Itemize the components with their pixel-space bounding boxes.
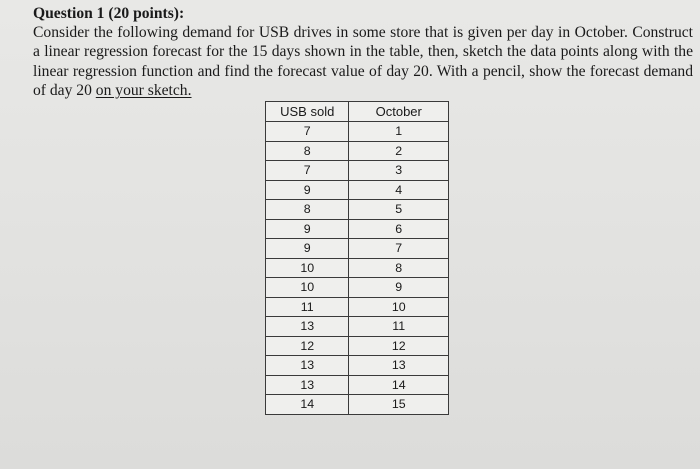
cell-day: 6: [349, 219, 449, 239]
cell-usb-sold: 8: [266, 141, 349, 161]
cell-day: 15: [349, 395, 449, 415]
cell-day: 5: [349, 200, 449, 220]
question-body: [33, 23, 693, 100]
header-october: October: [349, 102, 449, 122]
table-row: [266, 356, 449, 376]
cell-usb-sold: 10: [266, 278, 349, 298]
cell-usb-sold: 9: [266, 219, 349, 239]
table-row: [266, 375, 449, 395]
table-row: [266, 239, 449, 259]
cell-day: 7: [349, 239, 449, 259]
cell-usb-sold: 9: [266, 239, 349, 259]
cell-usb-sold: 13: [266, 317, 349, 337]
cell-day: 12: [349, 336, 449, 356]
table-row: [266, 317, 449, 337]
table-row: [266, 297, 449, 317]
cell-day: 8: [349, 258, 449, 278]
cell-usb-sold: 7: [266, 122, 349, 142]
cell-day: 10: [349, 297, 449, 317]
header-usb-sold: USB sold: [266, 102, 349, 122]
cell-day: 9: [349, 278, 449, 298]
cell-usb-sold: 7: [266, 161, 349, 181]
table-row: [266, 258, 449, 278]
question-body-underlined: on your sketch.: [95, 81, 192, 99]
cell-usb-sold: 13: [266, 375, 349, 395]
cell-day: 11: [349, 317, 449, 337]
cell-usb-sold: 10: [266, 258, 349, 278]
table-row: [266, 219, 449, 239]
cell-day: 3: [349, 161, 449, 181]
cell-day: 1: [349, 122, 449, 142]
cell-usb-sold: 8: [266, 200, 349, 220]
demand-table: [265, 101, 449, 415]
cell-day: 2: [349, 141, 449, 161]
cell-usb-sold: 14: [266, 395, 349, 415]
cell-usb-sold: 11: [266, 297, 349, 317]
question-body-text: Consider the following demand for USB drives in some store that is given per day in October. Construct a linear regression forecast for the 15 days shown in the table, then, sketch the data points along with the linear regression function and find the forecast value of day 20. With a pencil, show the forecast demand of day 20: [33, 24, 693, 99]
table-row: [266, 161, 449, 181]
table-row: [266, 141, 449, 161]
cell-usb-sold: 13: [266, 356, 349, 376]
cell-day: 14: [349, 375, 449, 395]
question-title: Question 1 (20 points):: [33, 5, 185, 22]
table-row: [266, 200, 449, 220]
cell-day: 4: [349, 180, 449, 200]
table-row: [266, 336, 449, 356]
cell-usb-sold: 9: [266, 180, 349, 200]
table-row: [266, 122, 449, 142]
table-row: [266, 395, 449, 415]
cell-usb-sold: 12: [266, 336, 349, 356]
table-header-row: [266, 102, 449, 122]
cell-day: 13: [349, 356, 449, 376]
question-block: [33, 4, 693, 100]
table-row: [266, 278, 449, 298]
table-row: [266, 180, 449, 200]
